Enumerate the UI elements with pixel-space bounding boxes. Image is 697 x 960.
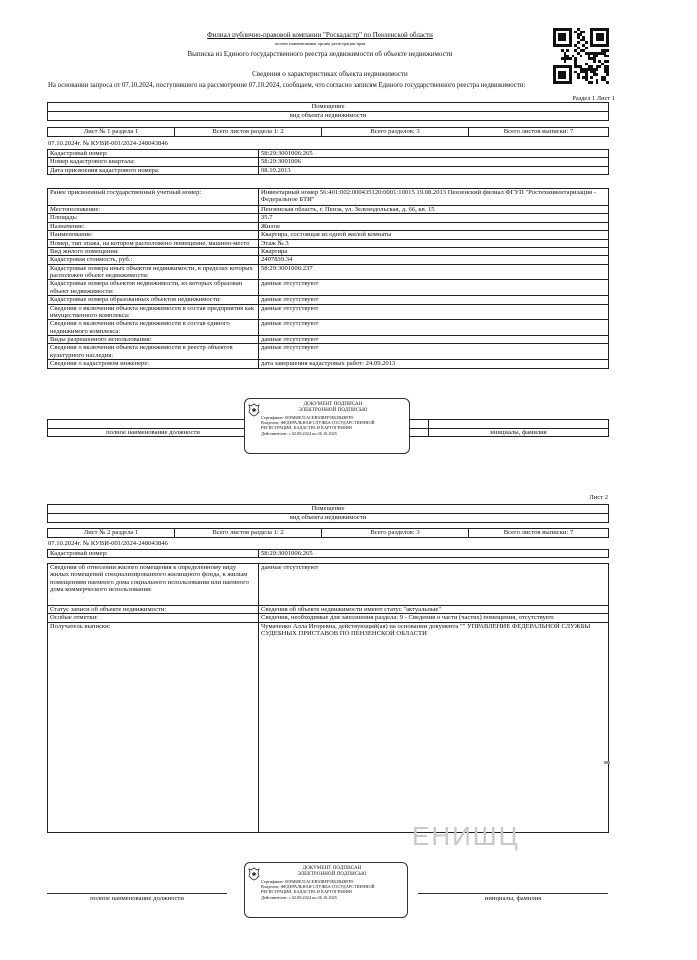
sign-name-cell: [429, 420, 609, 429]
row-value: Инвентарный номер 56:401:002:000435120:0001:10015 19.08.2013 Пензенский филиал ФГУП "Ростехинвентаризация - Федеральное БТИ": [259, 189, 609, 206]
qr-module: [606, 81, 609, 84]
doc-number: 07.10.2024г. № КУВИ-001/2024-248043846: [48, 140, 168, 147]
table-row: [48, 222, 609, 230]
e-signature-stamp-2: [244, 862, 408, 918]
bleed-through-mark: ЕНИШЦ: [412, 821, 520, 851]
table-row: [48, 166, 609, 174]
object-type-bar-2: [47, 504, 609, 523]
stamp-line2: ЭЛЕКТРОННОЙ ПОДПИСЬЮ: [297, 872, 367, 878]
row-label: Кадастровый номер:: [48, 150, 259, 158]
emblem-icon: [248, 867, 260, 881]
org-name: Филиал публично-правовой компании "Роскадастр" по Пензенской области: [207, 31, 433, 39]
row-label: Ранее присвоенный государственный учетный номер:: [48, 189, 259, 206]
row-value: данные отсутствуют: [259, 320, 609, 336]
stamp-owner1: Владелец: ФЕДЕРАЛЬНАЯ СЛУЖБА ГОСУДАРСТВЕННОЙ: [261, 419, 375, 425]
table-row: [48, 158, 609, 166]
row-label: Сведения о включении объекта недвижимости в состав единого недвижимого комплекса:: [48, 320, 259, 336]
row-value: данные отсутствуют: [259, 336, 609, 344]
sheet-info-bar-2: [47, 528, 609, 538]
row-label: Кадастровые номера образованных объектов недвижимости:: [48, 296, 259, 304]
row-label: Кадастровая стоимость, руб.:: [48, 256, 259, 264]
sign-name-caption: инициалы, фамилия: [429, 429, 609, 437]
row-label: Кадастровые номера иных объектов недвижимости, в пределах которых расположен объект недвижимости:: [48, 264, 259, 280]
doc-number-2: 07.10.2024г. № КУВИ-001/2024-248043846: [48, 540, 168, 547]
object-type: Помещение: [48, 505, 609, 514]
row-value: Квартира, состоящая из одной жилой комнаты: [259, 231, 609, 239]
object-caption: вид объекта недвижимости: [48, 514, 609, 523]
row-value: 58:29:3001006:265: [259, 150, 609, 158]
sheets-in-section: Всего листов раздела 1: 2: [175, 529, 322, 538]
stamp-line1: ДОКУМЕНТ ПОДПИСАН: [303, 402, 363, 407]
details-table-2: [47, 563, 609, 833]
row-label: Получатель выписки:: [48, 622, 259, 832]
row-value: дата завершения кадастровых работ: 24.09.2013: [259, 360, 609, 368]
table-row: [48, 336, 609, 344]
table-row: [48, 564, 609, 606]
row-label: Номер кадастрового квартала:: [48, 158, 259, 166]
row-value: Сведения об объекте недвижимости имеют статус "актуальные": [259, 606, 609, 614]
row-label: Местоположение:: [48, 206, 259, 214]
stamp-owner1: Владелец: ФЕДЕРАЛЬНАЯ СЛУЖБА ГОСУДАРСТВЕННОЙ: [261, 883, 375, 889]
object-type-bar: [47, 102, 609, 121]
stamp-line1: ДОКУМЕНТ ПОДПИСАН: [302, 866, 362, 871]
table-row: [48, 256, 609, 264]
sections-total: Всего разделов: 3: [322, 529, 469, 538]
row-value: 58:29:3001006: [259, 158, 609, 166]
sheet2-label: Лист 2: [589, 494, 608, 501]
sections-total: Всего разделов: 3: [322, 128, 469, 137]
extract-title: Выписка из Единого государственного реестра недвижимости об объекте недвижимости: [187, 50, 453, 58]
row-label: Назначение:: [48, 222, 259, 230]
sheet-info-bar: [47, 127, 609, 137]
row-value: 08.10.2013: [259, 166, 609, 174]
row-value: Жилое: [259, 222, 609, 230]
row-value: Квартира: [259, 247, 609, 255]
table-row: [48, 320, 609, 336]
section-title: Сведения о характеристиках объекта недвижимости: [252, 70, 408, 78]
row-label: Вид жилого помещения:: [48, 247, 259, 255]
row-label: Виды разрешенного использования:: [48, 336, 259, 344]
object-type: Помещение: [48, 103, 609, 112]
e-signature-stamp-1: [244, 398, 410, 454]
sign-line-left: [47, 893, 227, 894]
row-value: данные отсутствуют: [259, 344, 609, 360]
stamp-owner2: РЕГИСТРАЦИИ, КАДАСТРА И КАРТОГРАФИИ: [261, 889, 352, 895]
row-label: Наименование:: [48, 231, 259, 239]
table-row: [48, 344, 609, 360]
sheets-in-section: Всего листов раздела 1: 2: [175, 128, 322, 137]
cadastral-table-2: [47, 549, 609, 558]
row-value: данные отсутствуют: [259, 564, 609, 606]
sheet-number: Лист № 2 раздела 1: [48, 529, 175, 538]
row-label: Статус записи об объекте недвижимости:: [48, 606, 259, 614]
table-row: [48, 360, 609, 368]
section-label: Раздел 1 Лист 1: [572, 95, 615, 102]
table-row: [48, 150, 609, 158]
row-value: данные отсутствуют: [259, 304, 609, 320]
row-value: данные отсутствуют: [259, 280, 609, 296]
row-label: Сведения о включении объекта недвижимости в реестр объектов культурного наследия:: [48, 344, 259, 360]
row-value: 2407839.34: [259, 256, 609, 264]
row-value: 58:29:3001006:265: [259, 550, 609, 558]
table-row: [48, 189, 609, 206]
sheets-total: Всего листов выписки: 7: [469, 529, 609, 538]
row-value: 35.7: [259, 214, 609, 222]
intro-text: На основании запроса от 07.10.2024, поступившего на рассмотрение 07.10.2024, сообщаем, что согласно записям Единого государственного реестра недвижимости:: [48, 82, 526, 89]
row-label: Сведения об отнесении жилого помещения к определенному виду жилых помещений специализированного жилищного фонда, к жилым помещениям наемного дома социального использования или наемного дома коммерческого использования:: [48, 564, 259, 606]
sheet-number: Лист № 1 раздела 1: [48, 128, 175, 137]
stamp-line2: ЭЛЕКТРОННОЙ ПОДПИСЬЮ: [298, 408, 368, 414]
characteristics-table: [47, 188, 609, 369]
stamp-cert: Сертификат: 00F6B0E51ACEB50BFF9E63B4BFE9: [261, 878, 354, 884]
table-row: [48, 622, 609, 832]
sign-position-cell: [48, 420, 259, 429]
row-label: Особые отметки:: [48, 614, 259, 622]
stamp-valid: Действителен: с 02.08.2024 по 26.10.2025: [261, 430, 337, 436]
object-caption: вид объекта недвижимости: [48, 112, 609, 121]
table-row: [48, 550, 609, 558]
row-value: 58:29:3001006:237: [259, 264, 609, 280]
row-value: Чумаченко Алла Игоревна, действующий(ая) на основании документа "" УПРАВЛЕНИЕ ФЕДЕРАЛЬНОЙ СЛУЖБЫ СУДЕБНЫХ ПРИСТАВОВ ПО ПЕНЗЕНСКОЙ ОБЛАСТИ: [259, 622, 609, 832]
table-row: [48, 214, 609, 222]
emblem-icon: [248, 403, 260, 417]
table-row: [48, 614, 609, 622]
ink-speck: [604, 761, 610, 764]
table-row: [48, 296, 609, 304]
row-value: Этаж № 3: [259, 239, 609, 247]
table-row: [48, 280, 609, 296]
org-caption: полное наименование органа регистрации прав: [274, 41, 366, 46]
stamp-cert: Сертификат: 00F6B0E51ACEB50BFF9E63B4BFE9: [261, 414, 354, 420]
sign-position-caption: полное наименование должности: [48, 429, 259, 437]
sign-line-right: [418, 893, 608, 894]
row-value: Сведения, необходимые для заполнения раздела: 9 - Сведения о части (частях) помещения, отсутствуют.: [259, 614, 609, 622]
row-label: Номер, тип этажа, на котором расположено помещение, машино-место: [48, 239, 259, 247]
row-label: Дата присвоения кадастрового номера:: [48, 166, 259, 174]
row-label: Кадастровые номера объектов недвижимости, из которых образован объект недвижимости:: [48, 280, 259, 296]
table-row: [48, 206, 609, 214]
row-value: Пензенская область, г. Пенза, ул. Зеленодольская, д. 66, кв. 15: [259, 206, 609, 214]
top-info-table: [47, 149, 609, 175]
sign-name-caption-2: инициалы, фамилия: [484, 895, 542, 902]
row-label: Сведения о кадастровом инженере:: [48, 360, 259, 368]
table-row: [48, 304, 609, 320]
table-row: [48, 239, 609, 247]
table-row: [48, 247, 609, 255]
table-row: [48, 231, 609, 239]
stamp-valid: Действителен: с 02.08.2024 по 26.10.2025: [261, 894, 337, 900]
qr-code-icon: [553, 28, 609, 84]
row-label: Сведения о включении объекта недвижимости в состав предприятия как имущественного комплекса:: [48, 304, 259, 320]
table-row: [48, 264, 609, 280]
row-label: Площадь:: [48, 214, 259, 222]
sign-position-caption-2: полное наименование должности: [90, 895, 184, 902]
row-label: Кадастровый номер:: [48, 550, 259, 558]
sheets-total: Всего листов выписки: 7: [469, 128, 609, 137]
table-row: [48, 606, 609, 614]
stamp-owner2: РЕГИСТРАЦИИ, КАДАСТРА И КАРТОГРАФИИ: [261, 425, 352, 431]
row-value: данные отсутствуют: [259, 296, 609, 304]
